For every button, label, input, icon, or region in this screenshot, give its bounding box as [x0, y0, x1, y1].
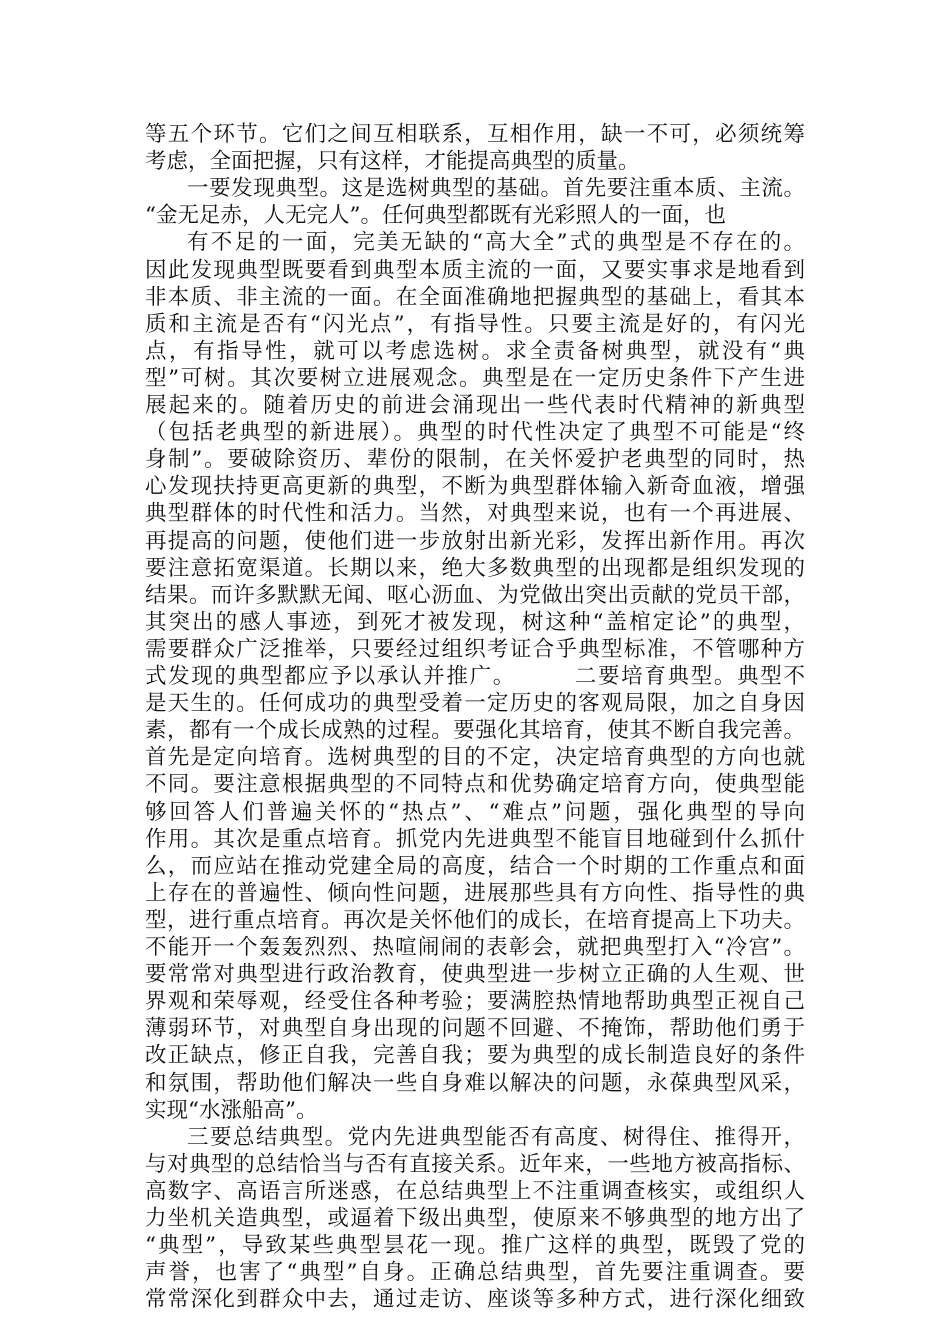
text-line: 够回答人们普遍关怀的“热点”、“难点”问题，强化典型的导向 [145, 799, 805, 825]
text-line: 因此发现典型既要看到典型本质主流的一面，又要实事求是地看到 [145, 257, 805, 283]
text-line: 结果。而许多默默无闻、呕心沥血、为党做出突出贡献的党员干部， [145, 582, 805, 608]
text-line: 型”可树。其次要树立进展观念。典型是在一定历史条件下产生进 [145, 365, 805, 391]
text-line: 三要总结典型。党内先进典型能否有高度、树得住、推得开， [187, 1124, 805, 1150]
text-line: 典型群体的时代性和活力。当然，对典型来说，也有一个再进展、 [145, 501, 805, 527]
text-line: 考虑，全面把握，只有这样，才能提高典型的质量。 [145, 149, 640, 175]
text-line: 和氛围，帮助他们解决一些自身难以解决的问题，永葆典型风采， [145, 1070, 805, 1096]
text-line: 身制”。要破除资历、辈份的限制，在关怀爱护老典型的同时，热 [145, 447, 805, 473]
text-line: 心发现扶持更高更新的典型，不断为典型群体输入新奇血液，增强 [145, 474, 805, 500]
text-line: 型，进行重点培育。再次是关怀他们的成长，在培育提高上下功夫。 [145, 907, 805, 933]
text-line: 首先是定向培育。选树典型的目的不定，决定培育典型的方向也就 [145, 745, 805, 771]
text-line: 其突出的感人事迹，到死才被发现，树这种“盖棺定论”的典型， [145, 609, 805, 635]
text-line: 是天生的。任何成功的典型受着一定历史的客观局限，加之自身因 [145, 691, 805, 717]
text-line: 薄弱环节，对典型自身出现的问题不回避、不掩饰，帮助他们勇于 [145, 1016, 805, 1042]
text-line: 展起来的。随着历史的前进会涌现出一些代表时代精神的新典型 [145, 393, 805, 418]
text-line: 上存在的普遍性、倾向性问题，进展那些具有方向性、指导性的典 [145, 880, 805, 906]
text-line: 再提高的问题，使他们进一步放射出新光彩，发挥出新作用。再次 [145, 528, 805, 554]
text-line: 要注意拓宽渠道。长期以来，绝大多数典型的出现都是组织发现的 [145, 555, 805, 581]
text-line: 式发现的典型都应予以承认并推广。 二要培育典型。典型不 [145, 664, 805, 689]
text-line: 需要群众广泛推举，只要经过组织考证合乎典型标准，不管哪种方 [145, 636, 805, 662]
text-line: 常常深化到群众中去，通过走访、座谈等多种方式，进行深化细致 [145, 1287, 805, 1313]
text-line: 作用。其次是重点培育。抓党内先进典型不能盲目地碰到什么抓什 [145, 826, 805, 852]
text-line: 高数字、高语言所迷惑，在总结典型上不注重调查核实，或组织人 [145, 1178, 805, 1204]
text-line: 点，有指导性，就可以考虑选树。求全责备树典型，就没有“典 [145, 338, 805, 364]
text-line: 质和主流是否有“闪光点”，有指导性。只要主流是好的，有闪光 [145, 311, 805, 337]
text-line: 与对典型的总结恰当与否有直接关系。近年来，一些地方被高指标、 [145, 1151, 805, 1177]
text-line: 要常常对典型进行政治教育，使典型进一步树立正确的人生观、世 [145, 962, 805, 988]
text-line: 不同。要注意根据典型的不同特点和优势确定培育方向，使典型能 [145, 772, 805, 798]
text-line: 不能开一个轰轰烈烈、热喧闹闹的表彰会，就把典型打入“冷宫”。 [145, 935, 805, 960]
text-line: 声誉，也害了“典型”自身。正确总结典型，首先要注重调查。要 [145, 1260, 805, 1286]
text-line: 一要发现典型。这是选树典型的基础。首先要注重本质、主流。 [187, 176, 805, 202]
text-line: 实现“水涨船高”。 [145, 1097, 318, 1123]
text-line: 非本质、非主流的一面。在全面准确地把握典型的基础上，看其本 [145, 284, 805, 310]
text-line: “金无足赤，人无完人”。任何典型都既有光彩照人的一面，也 [145, 203, 726, 229]
text-line: 等五个环节。它们之间互相联系，互相作用，缺一不可，必须统筹 [145, 122, 805, 147]
text-line: 么，而应站在推动党建全局的高度，结合一个时期的工作重点和面 [145, 853, 805, 879]
text-line: 改正缺点，修正自我，完善自我；要为典型的成长制造良好的条件 [145, 1043, 805, 1069]
text-line: 有不足的一面，完美无缺的“高大全”式的典型是不存在的。 [187, 230, 805, 256]
text-line: “典型”，导致某些典型昙花一现。推广这样的典型，既毁了党的 [145, 1233, 805, 1259]
text-line: 力坐机关造典型，或逼着下级出典型，使原来不够典型的地方出了 [145, 1206, 805, 1231]
text-line: 界观和荣辱观，经受住各种考验；要满腔热情地帮助典型正视自己 [145, 989, 805, 1015]
text-line: （包括老典型的新进展）。典型的时代性决定了典型不可能是“终 [145, 420, 805, 446]
text-line: 素，都有一个成长成熟的过程。要强化其培育，使其不断自我完善。 [145, 718, 805, 744]
